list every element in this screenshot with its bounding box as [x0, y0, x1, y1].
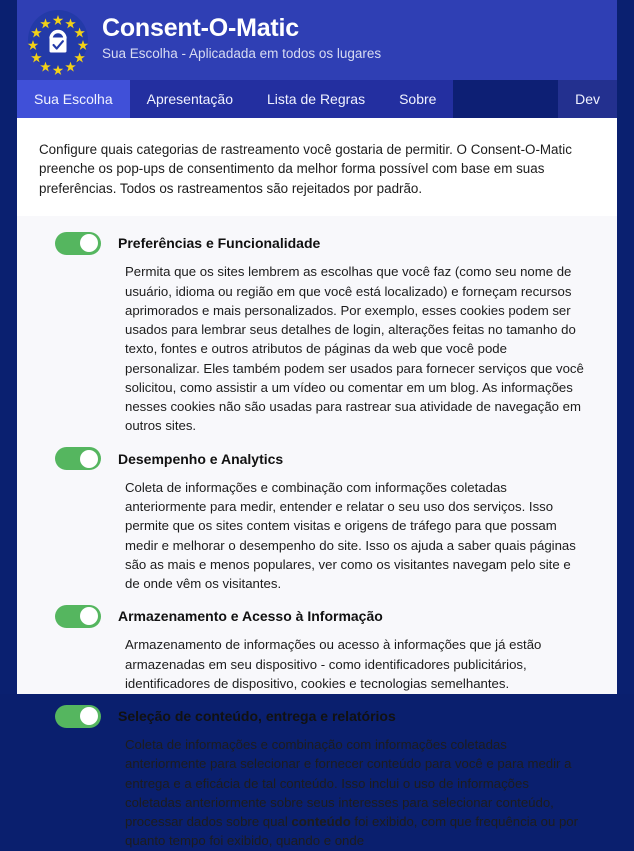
header-titles [102, 15, 381, 64]
toggle-knob [80, 234, 98, 252]
toggle-knob [80, 450, 98, 468]
category-description [125, 735, 585, 851]
tab-dev[interactable]: Dev [558, 80, 617, 118]
tab-lista-de-regras[interactable]: Lista de Regras [250, 80, 382, 118]
category-title: Preferências e Funcionalidade [118, 235, 321, 252]
category-item [37, 703, 597, 851]
tab-bar-spacer [453, 80, 558, 118]
eu-padlock-check-icon [27, 9, 89, 71]
category-header [37, 703, 597, 729]
category-item [37, 230, 597, 435]
category-title: Seleção de conteúdo, entrega e relatórios [118, 708, 396, 725]
category-header [37, 446, 597, 472]
category-title: Desempenho e Analytics [118, 450, 284, 467]
category-list [17, 216, 617, 850]
category-description: Permita que os sites lembrem as escolhas que você faz (como seu nome de usuário, idioma ou região em que você está localizado) e forneçam recursos aprimorados e mais personalizados. Por exemplo, esses cookies podem ser usados para lembrar seus detalhes de login, alterações feitas no tamanho do texto, fontes e outros atributos de páginas da web que você pode personalizar. Eles também podem ser usados para fornecer serviços que você solicitou, como assistir a um vídeo ou comentar em um blog. As informações nesses cookies não são usadas para rastrear sua atividade de navegação em outros sites. [125, 264, 584, 434]
intro-description: Configure quais categorias de rastreamento você gostaria de permitir. O Consent-O-Matic preenche os pop-ups de consentimento da melhor forma possível com base em suas preferências. Todos os rastreamentos são rejeitados por padrão. [17, 118, 617, 216]
category-header [37, 230, 597, 256]
app-title: Consent-O-Matic [102, 14, 300, 43]
toggle-switch-desempenho[interactable] [55, 447, 101, 470]
description-text-start: Coleta de informações e combinação com informações coletadas anteriormente para selecionar e fornecer conteúdo para você e para medir a entrega e a eficácia de tal conteúdo. Isso inclui o uso de informações coletadas anteriormente sobre seus interesses para selecionar conteúdo, processar dados sobre qual [125, 737, 572, 830]
options-content-panel [17, 118, 617, 849]
category-description: Coleta de informações e combinação com informações coletadas anteriormente para medir, entender e relatar o seu uso dos serviços. Isso permite que os sites contem visitas e origens de tráfego para que possam medir e melhorar o desempenho do site. Isso os ajuda a saber quais páginas são as mais e menos populares, ver como os visitantes navegam pelo site e de onde vêm os visitantes. [125, 479, 576, 592]
description-emphasis: conteúdo [291, 814, 351, 830]
category-header [37, 603, 597, 629]
category-description: Armazenamento de informações ou acesso à informações que já estão armazenadas em seu dispositivo - como identificadores publicitários, identificadores de dispositivo, cookies e tecnologias semelhantes. [125, 637, 542, 691]
toggle-switch-preferencias[interactable] [55, 232, 101, 255]
tab-bar [17, 80, 617, 118]
tab-apresentacao[interactable]: Apresentação [130, 80, 250, 118]
category-title: Armazenamento e Acesso à Informação [118, 608, 383, 625]
tab-sobre[interactable]: Sobre [382, 80, 453, 118]
toggle-knob [80, 707, 98, 725]
toggle-knob [80, 607, 98, 625]
app-header [17, 0, 617, 80]
description-text-end: foi exibido, com que frequência ou por quanto tempo foi exibido, quando e onde [125, 814, 579, 849]
category-item [37, 446, 597, 594]
app-subtitle: Sua Escolha - Aplicadada em todos os lugares [102, 46, 382, 62]
toggle-switch-armazenamento[interactable] [55, 605, 101, 628]
toggle-switch-selecao-conteudo[interactable] [55, 705, 101, 728]
tab-sua-escolha[interactable]: Sua Escolha [17, 80, 130, 118]
category-item [37, 603, 597, 693]
